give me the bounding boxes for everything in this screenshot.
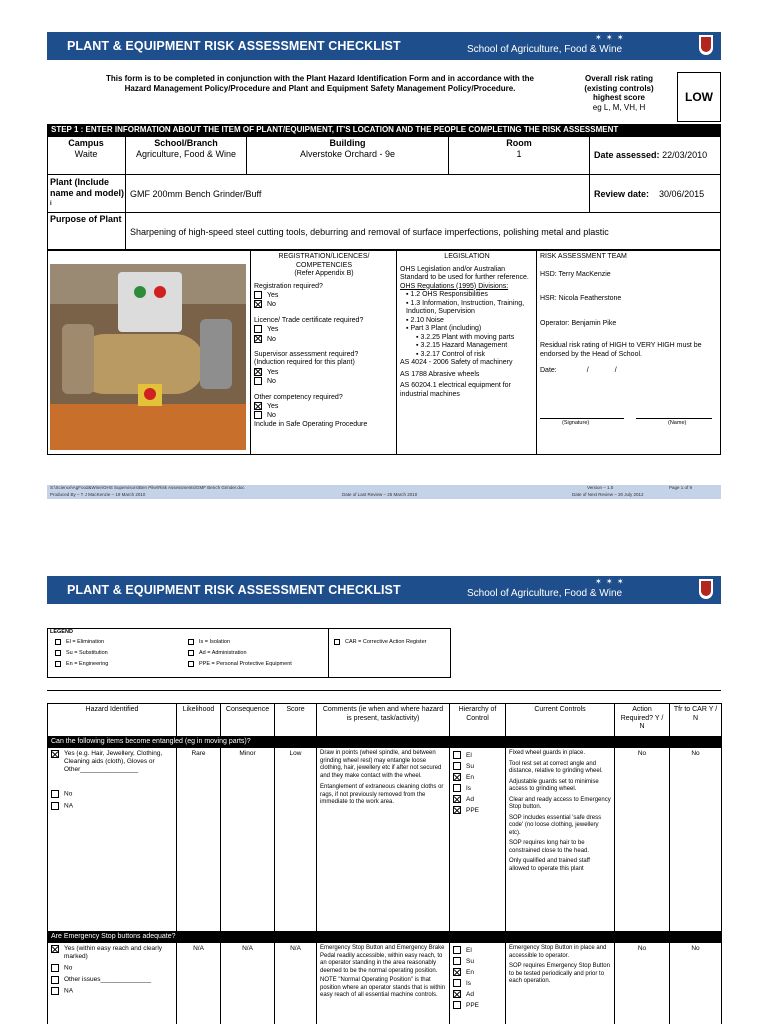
estop-other-checkbox[interactable] xyxy=(51,976,59,984)
branch-cell: School/Branch Agriculture, Food & Wine xyxy=(135,138,237,159)
university-crest-icon xyxy=(699,579,713,599)
other-no-checkbox[interactable] xyxy=(254,411,262,419)
overall-risk-value: LOW xyxy=(677,72,721,122)
purpose-value: Sharpening of high-speed steel cutting tools, deburring and removal of surface imperfections, polishing metal and plastic xyxy=(130,227,609,237)
col-action: Action Required? Y / N xyxy=(615,704,670,737)
plant-value: GMF 200mm Bench Grinder/Buff xyxy=(130,189,262,199)
name-label: (Name) xyxy=(668,420,687,426)
col-score: Score xyxy=(275,704,317,737)
col-consequence: Consequence xyxy=(221,704,275,737)
page-title: PLANT & EQUIPMENT RISK ASSESSMENT CHECKLIST xyxy=(67,39,401,53)
estop-na-checkbox[interactable] xyxy=(51,987,59,995)
col-comments: Comments (ie when and where hazard is present, task/activity) xyxy=(317,704,450,737)
school-name: School of Agriculture, Food & Wine xyxy=(467,44,623,55)
legend-car: CAR = Corrective Action Register xyxy=(334,637,426,648)
col-car: Tfr to CAR Y / N xyxy=(670,704,722,737)
reg-no-checkbox[interactable] xyxy=(254,300,262,308)
licence-yes-checkbox[interactable] xyxy=(254,325,262,333)
legend-col2: Is = Isolation Ad = Administration PPE = Personal Protective Equipment xyxy=(188,637,292,670)
estop-no-checkbox[interactable] xyxy=(51,964,59,972)
licence-no-checkbox[interactable] xyxy=(254,335,262,343)
team-section: RISK ASSESSMENT TEAM HSD: Terry MacKenzie HSR: Nicola Featherstone Operator: Benjamin Pike Residual risk rating of HIGH to VERY HIGH must be endorsed by the Head of School. Date: / / xyxy=(540,253,702,374)
table-row: Yes (e.g. Hair, Jewellery, Clothing, Cleaning aids (cloth), Gloves or Other________________ No NA Rare Minor Low Draw in points (wheel spindle, and between grinding wheel rest) may entangle loose clothing, hair, jewellery etc if after not secured and they make contact with the wheel. Entanglement of extraneous cleaning cloths or rags, if not previously removed from the immediate to the work area. El Su En Is Ad PPE Fixed wheel guards in place. Tool rest set at correct angle and distance, relative to grinding wheel. Adjustable guards set to minimise access to grinding wheel. Clear and ready access to Emergency Stop button. SOP includes essential 'safe dress code' (no loose clothing, jewellery etc). SOP requires long hair to be constrained close to the head. Only qualified and trained staff allowed to operate this plant No No xyxy=(48,748,722,932)
signature-label: (Signature) xyxy=(562,420,590,426)
date-assessed: Date assessed: 22/03/2010 xyxy=(594,150,708,160)
purpose-label: Purpose of Plant xyxy=(50,214,122,224)
col-controls: Current Controls xyxy=(506,704,615,737)
estop-yes-checkbox[interactable] xyxy=(51,945,59,953)
building-cell: Building Alverstoke Orchard - 9e xyxy=(299,138,396,159)
question-emergency-stop: Are Emergency Stop buttons adequate? xyxy=(48,932,722,943)
header-banner-page2: PLANT & EQUIPMENT RISK ASSESSMENT CHECKLIST ✶ ✶ ✶ School of Agriculture, Food & Wine xyxy=(47,576,721,604)
supervisor-no-checkbox[interactable] xyxy=(254,377,262,385)
page-footer: S:\Science\AgFood&Wine\OHS Supervisors\Ben Pike\Risk Assessments\GMF Bench Grinder.doc Produced By – T J MacKenzie – 19 March 2010 Date of Last Review – 25 March 2010 Version – 1.0 Page 1 of 9 Date of Next Review – 30 July 2012 xyxy=(47,485,721,499)
legislation-section: LEGISLATION OHS Legislation and/or Australian Standard to be used for further reference. OHS Regulations (1995) Divisions: ▪ 1.2 OHS Responsibilities ▪ 1.3 Information, Instruction, Training, Induction, Supervision ▪ 2.10 Noise ▪ Part 3 Plant (including) ▪ 3.2.25 Plant with moving parts ▪ 3.2.15 Hazard Management ▪ 3.2.17 Control of risk AS 4024 - 2006 Safety of machinery AS 1788 Abrasive wheels AS 60204.1 electrical equipment for industrial machines xyxy=(400,253,529,398)
room-cell: Room 1 xyxy=(506,138,532,159)
overall-risk-label: Overall risk rating (existing controls) highest score eg L, M, VH, H xyxy=(584,74,654,112)
reg-yes-checkbox[interactable] xyxy=(254,291,262,299)
entangle-no-checkbox[interactable] xyxy=(51,790,59,798)
legend-title: LEGEND xyxy=(50,629,73,635)
campus-cell: Campus Waite xyxy=(68,138,104,159)
plant-label: Plant (Include name and model) $^i$ xyxy=(50,177,125,207)
question-entanglement: Can the following items become entangled (eg in moving parts)? xyxy=(48,737,722,748)
bench-grinder-photo xyxy=(50,264,246,450)
stars-decoration: ✶ ✶ ✶ xyxy=(595,577,625,586)
col-hazard: Hazard Identified xyxy=(48,704,177,737)
entangle-yes-checkbox[interactable] xyxy=(51,750,59,758)
other-yes-checkbox[interactable] xyxy=(254,402,262,410)
col-hierarchy: Hierarchy of Control xyxy=(450,704,506,737)
stars-decoration: ✶ ✶ ✶ xyxy=(595,33,625,42)
supervisor-yes-checkbox[interactable] xyxy=(254,368,262,376)
step1-heading: STEP 1 : ENTER INFORMATION ABOUT THE ITEM OF PLANT/EQUIPMENT, IT'S LOCATION AND THE PEOPLE COMPLETING THE RISK ASSESSMENT xyxy=(47,124,721,136)
hazard-table xyxy=(47,703,722,1024)
intro-text: This form is to be completed in conjunction with the Plant Hazard Identification Form and in accordance with the Hazard Management Policy/Procedure and Plant and Equipment Safety Management Policy/Procedure. xyxy=(105,74,535,93)
table-row: Yes (within easy reach and clearly marked) No Other issues______________ NA N/A N/A N/A Emergency Stop Button and Emergency Brake Pedal readily accessible, within easy reach, to an operator standing in the area reasonably deemed to be the normal operating position. NOTE "Normal Operating Position" is that position where an operator stands that is within easy reach of all essential machine controls. El Su En Is Ad PPE Emergency Stop Button in place and accessible to operator. SOP requires Emergency Stop Button to be tested periodically and prior to each operation. No No xyxy=(48,943,722,1024)
header-banner xyxy=(47,32,721,60)
entangle-na-checkbox[interactable] xyxy=(51,802,59,810)
review-date: Review date: 30/06/2015 xyxy=(594,189,705,199)
col-likelihood: Likelihood xyxy=(177,704,221,737)
legend-col1: El = Elimination Su = Substitution En = Engineering xyxy=(55,637,108,670)
registration-section: REGISTRATION/LICENCES/ COMPETENCIES (Refer Appendix B) Registration required? Yes No Licence/ Trade certificate required? Yes No Supervisor assessment required? (Induction required for this plant) Yes No Other competency required? Yes No Include in Safe Operating Procedure xyxy=(254,253,370,428)
university-crest-icon xyxy=(699,35,713,55)
